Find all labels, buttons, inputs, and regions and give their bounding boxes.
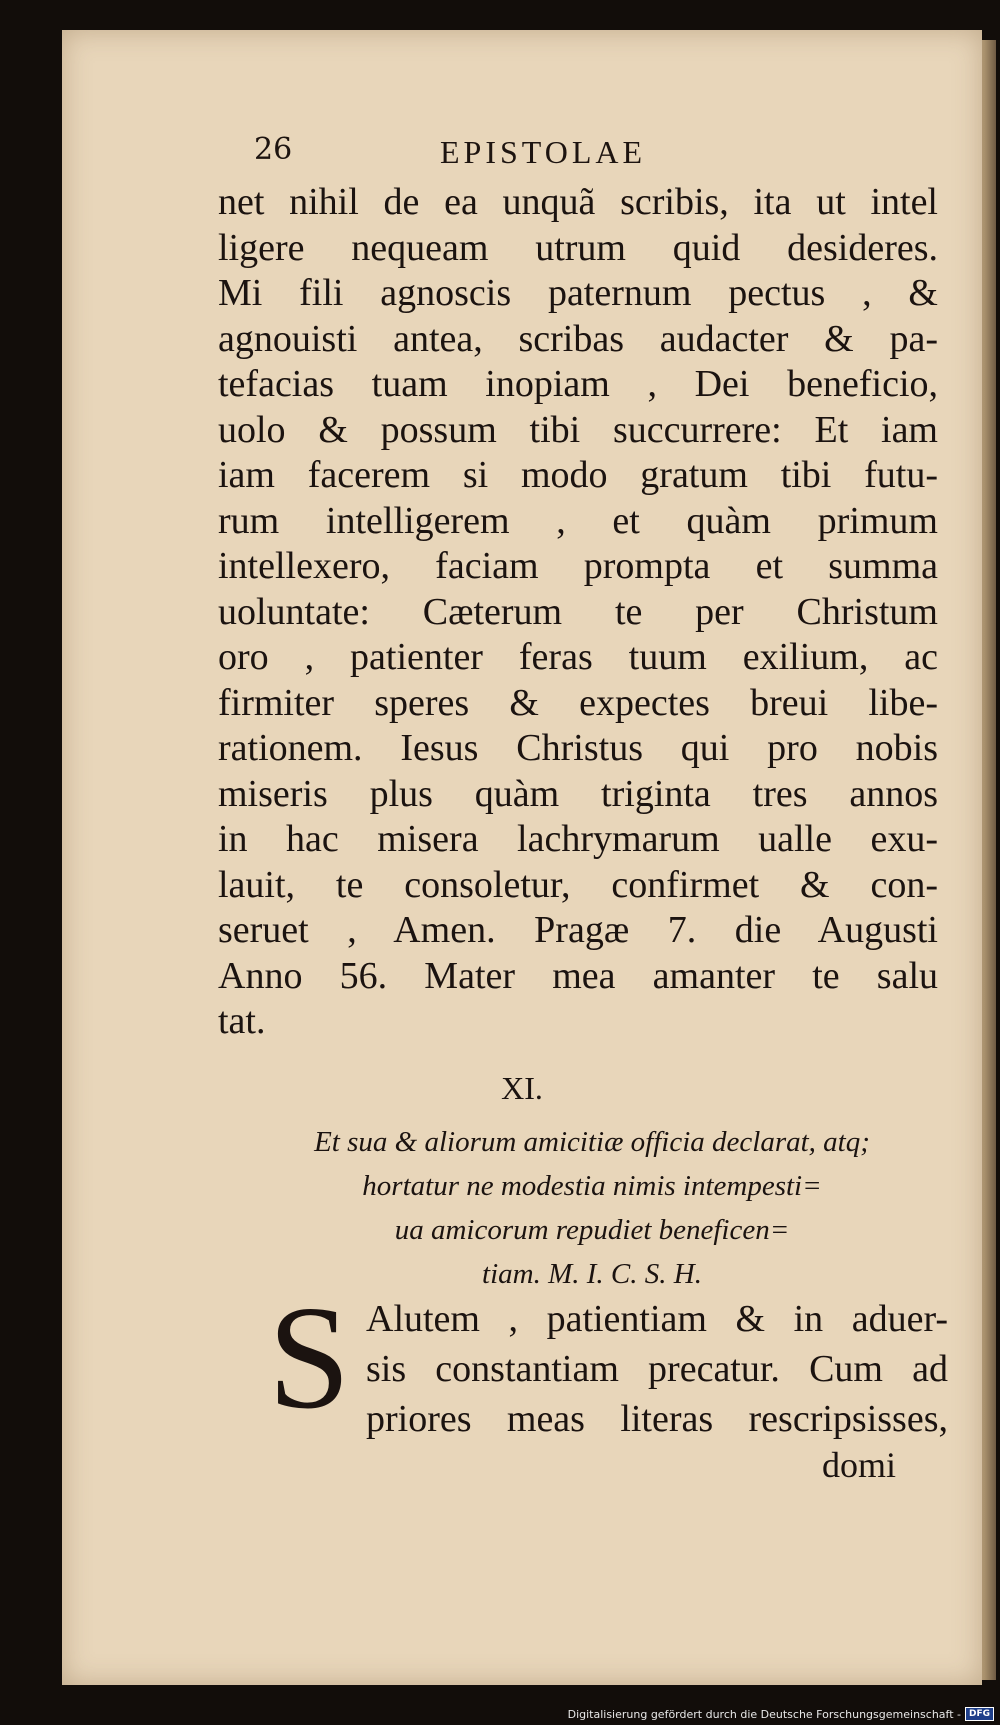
summary-line: Et sua & aliorum amicitiæ officia declarat, atq;: [314, 1126, 870, 1158]
text-line: lauit, te consoletur, confirmet & con-: [218, 863, 938, 906]
text-line: oro , patienter feras tuum exilium, ac: [218, 636, 938, 678]
text-line: rationem. Iesus Christus qui pro nobis: [218, 727, 938, 769]
text-line: tefacias tuam inopiam , Dei beneficio,: [218, 363, 938, 405]
text-line: priores meas literas rescripsisses,: [366, 1398, 948, 1440]
credit-text: Digitalisierung gefördert durch die Deutsche Forschungsgemeinschaft -: [567, 1707, 961, 1721]
text-line: iam facerem si modo gratum tibi futu-: [218, 454, 938, 496]
body-text: [218, 180, 938, 1045]
text-line: net nihil de ea unquã scribis, ita ut intel: [218, 181, 938, 223]
catchword: domi: [822, 1445, 897, 1485]
dfg-logo: DFG: [965, 1707, 994, 1721]
summary-line: tiam. M. I. C. S. H.: [482, 1258, 702, 1290]
text-line: tat.: [218, 1000, 266, 1042]
text-line: ligere nequeam utrum quid desideres.: [218, 226, 938, 269]
text-line: sis constantiam precatur. Cum ad: [366, 1348, 948, 1390]
text-line: intellexero, faciam prompta et summa: [218, 545, 938, 587]
page-header: [62, 102, 982, 170]
letter-opening: [366, 1294, 948, 1444]
text-line: firmiter speres & expectes breui libe-: [218, 681, 938, 724]
text-line: uolo & possum tibi succurrere: Et iam: [218, 408, 938, 451]
text-line: uoluntate: Cæterum te per Christum: [218, 590, 938, 633]
text-line: agnouisti antea, scribas audacter & pa-: [218, 317, 938, 360]
summary-line: hortatur ne modestia nimis intempesti=: [362, 1170, 822, 1202]
text-line: Alutem , patientiam & in aduer-: [366, 1298, 948, 1340]
section-number: XI.: [501, 1070, 543, 1106]
text-line: Anno 56. Mater mea amanter te salu: [218, 954, 938, 997]
text-line: rum intelligerem , et quàm primum: [218, 499, 938, 542]
running-head: EPISTOLAE: [440, 134, 647, 170]
drop-cap: S: [268, 1276, 351, 1440]
digitization-credit: [568, 1707, 994, 1721]
book-page: [62, 30, 982, 1685]
text-line: seruet , Amen. Pragæ 7. die Augusti: [218, 909, 938, 951]
summary-line: ua amicorum repudiet beneficen=: [394, 1214, 790, 1246]
text-line: Mi fili agnoscis paternum pectus , &: [218, 272, 938, 314]
page-number: 26: [254, 132, 293, 167]
text-line: miseris plus quàm triginta tres annos: [218, 772, 938, 815]
letter-summary: [232, 1120, 952, 1296]
text-line: in hac misera lachrymarum ualle exu-: [218, 818, 938, 860]
